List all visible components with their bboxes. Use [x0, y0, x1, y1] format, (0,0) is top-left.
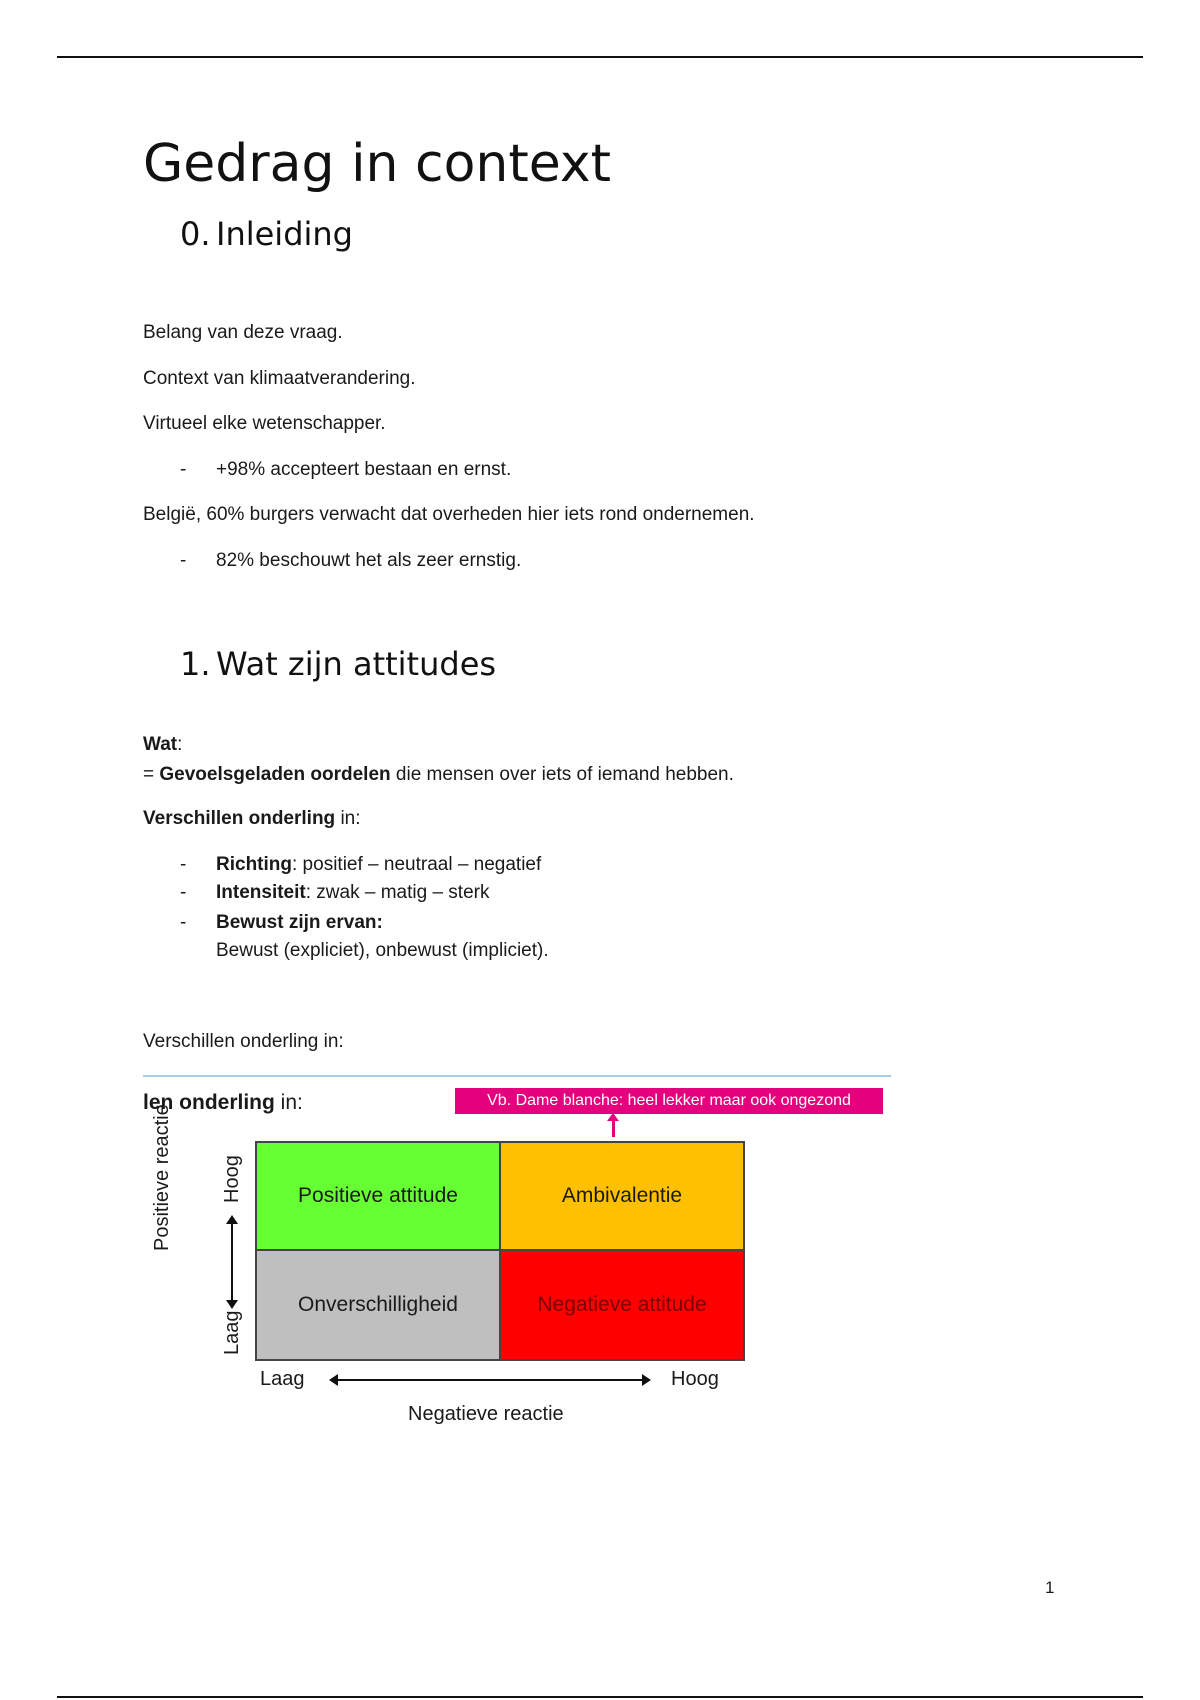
list-item: - Intensiteit: zwak – matig – sterk — [180, 882, 490, 903]
paragraph-verschillen: Verschillen onderling in: — [143, 1031, 344, 1052]
section-number: 0. — [180, 215, 211, 253]
bullet-dash: - — [180, 882, 187, 903]
bewust-detail: Bewust (expliciet), onbewust (impliciet). — [216, 940, 549, 961]
y-axis-high: Hoog — [221, 1155, 243, 1203]
x-axis-low: Laag — [260, 1368, 305, 1390]
page-number: 1 — [1045, 1578, 1055, 1597]
x-axis-label: Negatieve reactie — [408, 1403, 564, 1425]
cell-negatieve-attitude: Negatieve attitude — [501, 1251, 743, 1359]
y-axis-label: Positieve reactie — [151, 1104, 173, 1251]
x-axis-double-arrow-icon — [335, 1379, 645, 1381]
section-title: Inleiding — [216, 215, 353, 253]
paragraph-belgie: België, 60% burgers verwacht dat overheden hier iets rond ondernemen. — [143, 504, 755, 525]
y-axis-low: Laag — [221, 1310, 243, 1355]
attitude-matrix-figure — [143, 1075, 893, 1435]
cell-onverschilligheid: Onverschilligheid — [257, 1251, 501, 1359]
section-heading-inleiding — [180, 215, 353, 253]
section-title: Wat zijn attitudes — [216, 645, 497, 683]
section-heading-attitudes — [180, 645, 497, 683]
list-item: - Richting: positief – neutraal – negatief — [180, 854, 542, 875]
x-axis-high: Hoog — [671, 1368, 719, 1390]
document-title: Gedrag in context — [143, 134, 611, 194]
cell-positieve-attitude: Positieve attitude — [257, 1143, 501, 1251]
section-number: 1. — [180, 645, 211, 683]
definition-paragraph: = Gevoelsgeladen oordelen die mensen over iets of iemand hebben. — [143, 764, 734, 785]
figure-top-line — [143, 1075, 891, 1077]
paragraph-belang: Belang van deze vraag. — [143, 322, 343, 343]
example-callout: Vb. Dame blanche: heel lekker maar ook ongezond — [455, 1088, 883, 1114]
verschillen-heading: Verschillen onderling in: — [143, 808, 361, 829]
list-item: - Bewust zijn ervan: — [180, 912, 383, 933]
footer-rule — [57, 1696, 1143, 1698]
header-rule — [57, 56, 1143, 58]
list-item: - +98% accepteert bestaan en ernst. — [180, 459, 512, 480]
list-item: - 82% beschouwt het als zeer ernstig. — [180, 550, 522, 571]
bullet-dash: - — [180, 912, 187, 933]
paragraph-virtueel: Virtueel elke wetenschapper. — [143, 413, 386, 434]
cell-ambivalentie: Ambivalentie — [501, 1143, 743, 1251]
bullet-dash: - — [180, 459, 187, 480]
y-axis-double-arrow-icon — [231, 1221, 233, 1303]
attitude-matrix — [255, 1141, 745, 1361]
paragraph-context: Context van klimaatverandering. — [143, 368, 416, 389]
figure-cropped-heading: len onderling in: — [143, 1091, 303, 1114]
callout-arrow-icon — [612, 1115, 615, 1137]
bullet-dash: - — [180, 854, 187, 875]
bullet-dash: - — [180, 550, 187, 571]
wat-label: Wat: — [143, 734, 183, 755]
